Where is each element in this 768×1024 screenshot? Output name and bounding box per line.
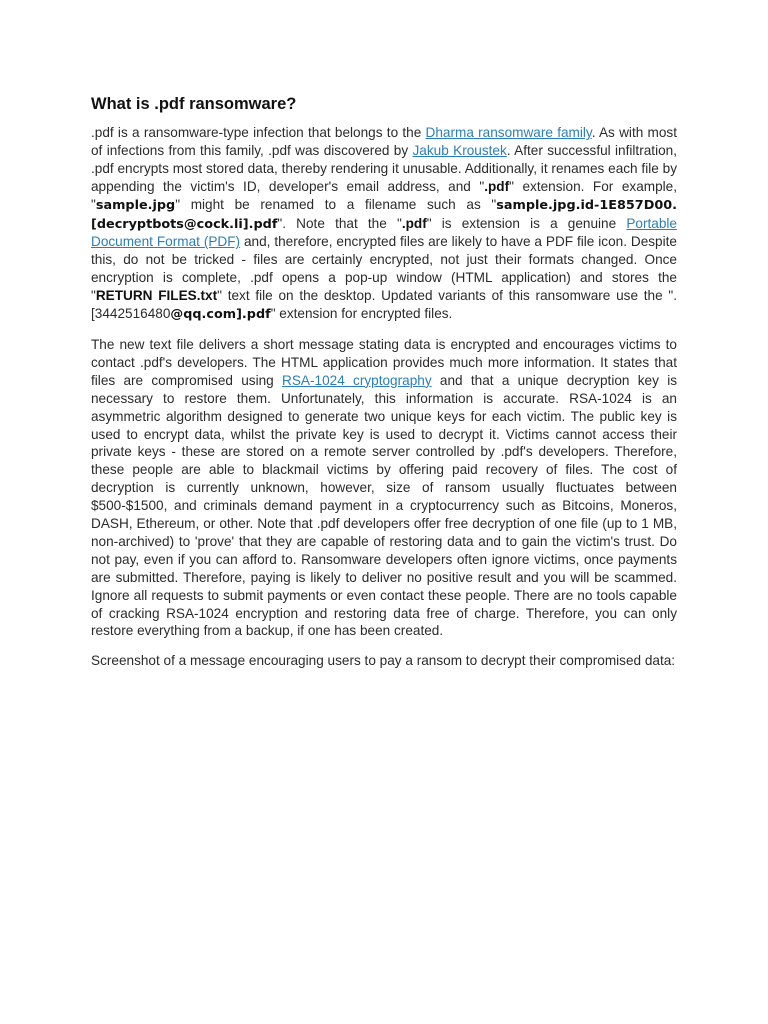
text-segment: and that a unique decryption key is necessary to restore them. Unfortunately, this information is accurate. RSA-1024 is an asymmetric algorithm designed to generate two unique keys for each victim. The public key is used to encrypt data, whilst the private key is used to decrypt it. Victims cannot access their private keys - these are stored on a remote server controlled by .pdf's developers. Therefore, these people are able to blackmail victims by offering paid recovery of files. The cost of decryption is currently unknown, however, size of ransom usually fluctuates between $500-$1500, and criminals demand payment in a cryptocurrency such as Bitcoins, Moneros, DASH, Ethereum, or other. Note that .pdf developers offer free decryption of one file (up to 1 MB, non-archived) to 'prove' that they are capable of restoring data and to gain the victim's trust. Do not pay, even if you can afford to. Ransomware developers often ignore victims, once payments are submitted. Therefore, paying is likely to deliver no positive result and you will be scammed. Ignore all requests to submit payments or even contact these people. There are no tools capable of cracking RSA-1024 encryption and restoring data free of charge. Therefore, you can only restore everything from a backup, if one has been created. — [91, 372, 678, 639]
text-segment: . After successful infiltration, .pdf encrypts most stored data, thereby rendering it unusable. Additionally, it renames each file by appending the victim's ID, developer's email address, and " — [91, 142, 677, 194]
text-segment: " is extension is a genuine — [426, 215, 627, 231]
text-segment: " extension. For example, " — [91, 178, 677, 212]
text-segment: . As with most of infections from this family, .pdf was discovered by — [91, 125, 677, 158]
text-segment: The new text file delivers a short message stating data is encrypted and encourages victims to contact .pdf's developers. The HTML application provides much more information. It states that files are compromised using — [91, 336, 677, 388]
paragraph-intro — [91, 124, 677, 324]
text-segment: ". Note that the " — [277, 215, 402, 231]
bold-return-files: RETURN FILES.txt — [95, 288, 218, 304]
text-segment: " might be renamed to a filename such as " — [175, 196, 497, 212]
bold-sample-filename: sample.jpg — [95, 197, 176, 213]
bold-pdf-extension: .pdf — [484, 178, 510, 194]
article — [91, 93, 677, 682]
text-segment: " extension for encrypted files. — [270, 306, 453, 322]
link-portable-document-format[interactable]: Portable Document Format (PDF) — [91, 215, 677, 250]
bold-renamed-filename: sample.jpg.id-1E857D00.[decryptbots@cock.li].pdf — [91, 197, 677, 232]
bold-qq-extension: @qq.com].pdf — [170, 307, 271, 323]
paragraph-screenshot-caption: Screenshot of a message encouraging users to pay a ransom to decrypt their compromised data: — [91, 653, 676, 669]
link-dharma-ransomware-family[interactable]: Dharma ransomware family — [425, 125, 592, 140]
link-rsa-1024-cryptography[interactable]: RSA-1024 cryptography — [282, 372, 432, 388]
paragraph-ransom-details — [91, 336, 677, 640]
link-jakub-kroustek[interactable]: Jakub Kroustek — [412, 142, 507, 158]
text-segment: " text file on the desktop. Updated variants of this ransomware use the ". [3442516480 — [91, 288, 677, 322]
article-title: What is .pdf ransomware? — [91, 95, 297, 113]
text-segment: and, therefore, encrypted files are likely to have a PDF file icon. Despite this, do not be tricked - files are certainly encrypted, not just their formats changed. Once encryption is complete, .pdf opens a pop-up window (HTML application) and stores the " — [91, 234, 677, 304]
text-segment: .pdf is a ransomware-type infection that belongs to the — [91, 125, 426, 140]
bold-pdf-extension-2: .pdf — [401, 215, 427, 231]
